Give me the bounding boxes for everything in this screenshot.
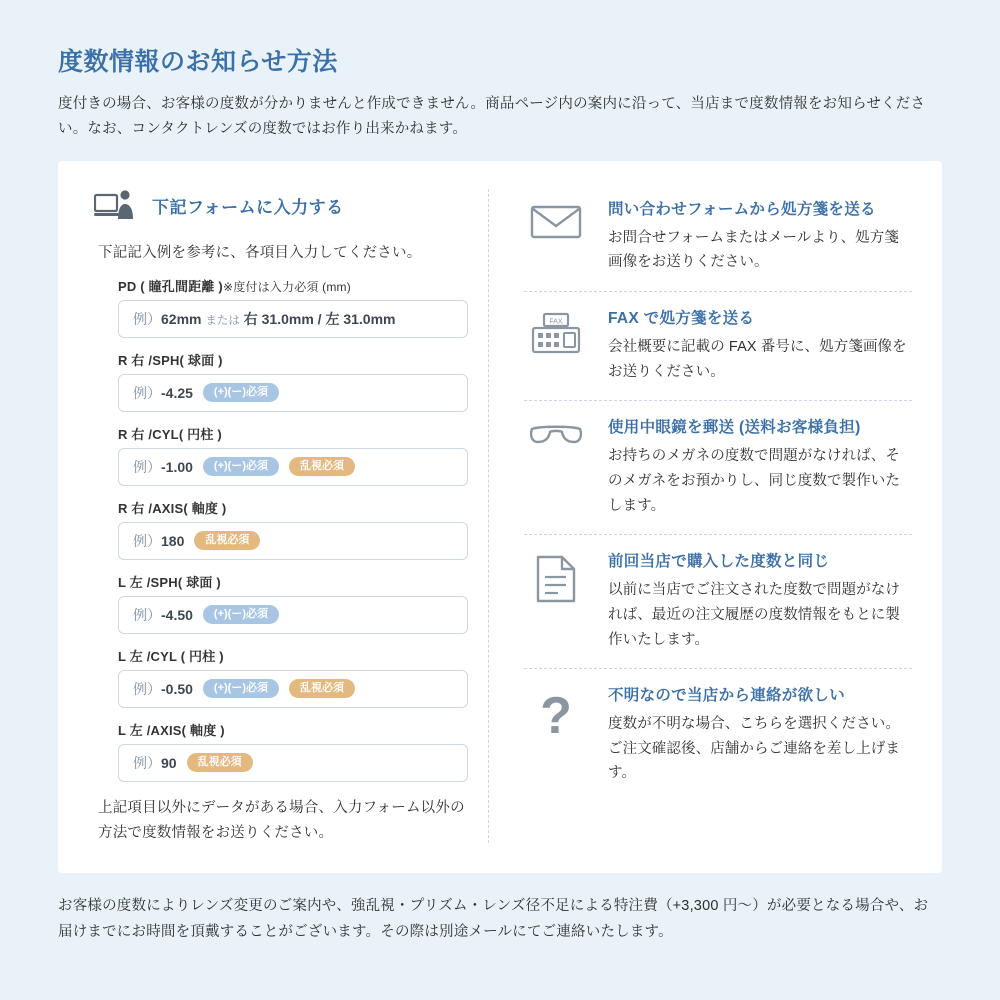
form-entry-subtitle: 下記記入例を参考に、各項目入力してください。 xyxy=(98,244,422,261)
form-entry-title: 下記フォームに入力する xyxy=(152,198,344,218)
field-r-cyl-example: 例）-1.00 xyxy=(133,458,193,475)
field-l-cyl xyxy=(92,646,468,708)
field-l-axis xyxy=(92,720,468,782)
field-r-sph-label: R 右 /SPH( 球面 ) xyxy=(118,352,223,368)
field-r-sph-input[interactable] xyxy=(118,374,468,412)
field-pd-example: 例）62mm または 右 31.0mm / 左 31.0mm xyxy=(133,310,396,327)
form-entry-header xyxy=(94,189,468,223)
field-pd-input[interactable] xyxy=(118,300,468,338)
field-pd xyxy=(92,276,468,338)
method-text: 会社概要に記載の FAX 番号に、処方箋画像をお送りください。 xyxy=(608,339,907,380)
field-l-cyl-input[interactable] xyxy=(118,670,468,708)
field-l-axis-input[interactable] xyxy=(118,744,468,782)
field-r-axis-label: R 右 /AXIS( 軸度 ) xyxy=(118,500,227,516)
field-l-sph-label: L 左 /SPH( 球面 ) xyxy=(118,574,221,590)
form-entry-footnote: 上記項目以外にデータがある場合、入力フォーム以外の方法で度数情報をお送りください。 xyxy=(98,799,465,842)
method-title: 前回当店で購入した度数と同じ xyxy=(608,553,830,571)
method-title: 不明なので当店から連絡が欲しい xyxy=(608,687,846,705)
field-l-axis-example: 例）90 xyxy=(133,754,177,771)
method-text: お持ちのメガネの度数で問題がなければ、そのメガネをお預かりし、同じ度数で製作いたします。 xyxy=(608,448,900,514)
method-item-previous-order[interactable] xyxy=(524,535,912,669)
method-item-unknown-contact-me[interactable] xyxy=(524,669,912,802)
field-r-sph-example: 例）-4.25 xyxy=(133,384,193,401)
badge-astigmatism-required: 乱視必須 xyxy=(289,679,355,698)
field-l-sph xyxy=(92,572,468,634)
fax-icon xyxy=(524,306,588,384)
method-text: 以前に当店でご注文された度数で問題がなければ、最近の注文履歴の度数情報をもとに製作いたします。 xyxy=(608,582,900,648)
field-r-cyl-label: R 右 /CYL( 円柱 ) xyxy=(118,426,222,442)
field-r-axis-example: 例）180 xyxy=(133,532,185,549)
field-r-cyl xyxy=(92,424,468,486)
page-lead-text: 度付きの場合、お客様の度数が分かりませんと作成できません。商品ページ内の案内に沿って、当店まで度数情報をお知らせください。なお、コンタクトレンズの度数ではお作り出来かねます。 xyxy=(58,96,926,138)
form-entry-icon xyxy=(94,189,138,223)
field-pd-label: PD ( 瞳孔間距離 )※度付は入力必須 (mm) xyxy=(118,278,351,294)
question-mark-icon xyxy=(524,683,588,786)
badge-astigmatism-required: 乱視必須 xyxy=(187,753,253,772)
field-l-sph-example: 例）-4.50 xyxy=(133,606,193,623)
field-r-sph xyxy=(92,350,468,412)
badge-sign-required: (+)(ー)必須 xyxy=(203,383,279,402)
svg-text:?: ? xyxy=(540,689,572,740)
badge-astigmatism-required: 乱視必須 xyxy=(194,531,260,550)
badge-sign-required: (+)(ー)必須 xyxy=(203,457,279,476)
field-l-cyl-label: L 左 /CYL ( 円柱 ) xyxy=(118,648,224,664)
badge-astigmatism-required: 乱視必須 xyxy=(289,457,355,476)
method-item-send-glasses[interactable] xyxy=(524,401,912,535)
field-l-axis-label: L 左 /AXIS( 軸度 ) xyxy=(118,722,225,738)
method-item-contact-form[interactable] xyxy=(524,183,912,292)
badge-sign-required: (+)(ー)必須 xyxy=(203,679,279,698)
method-title: 問い合わせフォームから処方箋を送る xyxy=(608,200,876,218)
badge-sign-required: (+)(ー)必須 xyxy=(203,605,279,624)
glasses-icon xyxy=(524,415,588,518)
page-footer-note: お客様の度数によりレンズ変更のご案内や、強乱視・プリズム・レンズ径不足による特注費（+3,300 円〜）が必要となる場合や、お届けまでにお時間を頂戴することがございます。その際は別途メールにてご連絡いたします。 xyxy=(58,897,929,940)
form-entry-column xyxy=(58,183,488,849)
alternative-methods-column xyxy=(490,183,942,849)
method-text: 度数が不明な場合、こちらを選択ください。ご注文確認後、店舗からご連絡を差し上げます。 xyxy=(608,716,900,782)
page-title: 度数情報のお知らせ方法 xyxy=(58,48,338,76)
method-text: お問合せフォームまたはメールより、処方箋画像をお送りください。 xyxy=(608,229,899,271)
envelope-icon xyxy=(524,197,588,275)
field-l-sph-input[interactable] xyxy=(118,596,468,634)
info-card xyxy=(58,161,942,873)
field-l-cyl-example: 例）-0.50 xyxy=(133,680,193,697)
document-icon xyxy=(524,549,588,652)
method-item-fax[interactable] xyxy=(524,292,912,401)
field-r-cyl-input[interactable] xyxy=(118,448,468,486)
field-r-axis xyxy=(92,498,468,560)
method-title: 使用中眼鏡を郵送 (送料お客様負担) xyxy=(608,419,861,437)
method-title: FAX で処方箋を送る xyxy=(608,310,755,328)
field-r-axis-input[interactable] xyxy=(118,522,468,560)
svg-text:FAX: FAX xyxy=(549,318,563,326)
